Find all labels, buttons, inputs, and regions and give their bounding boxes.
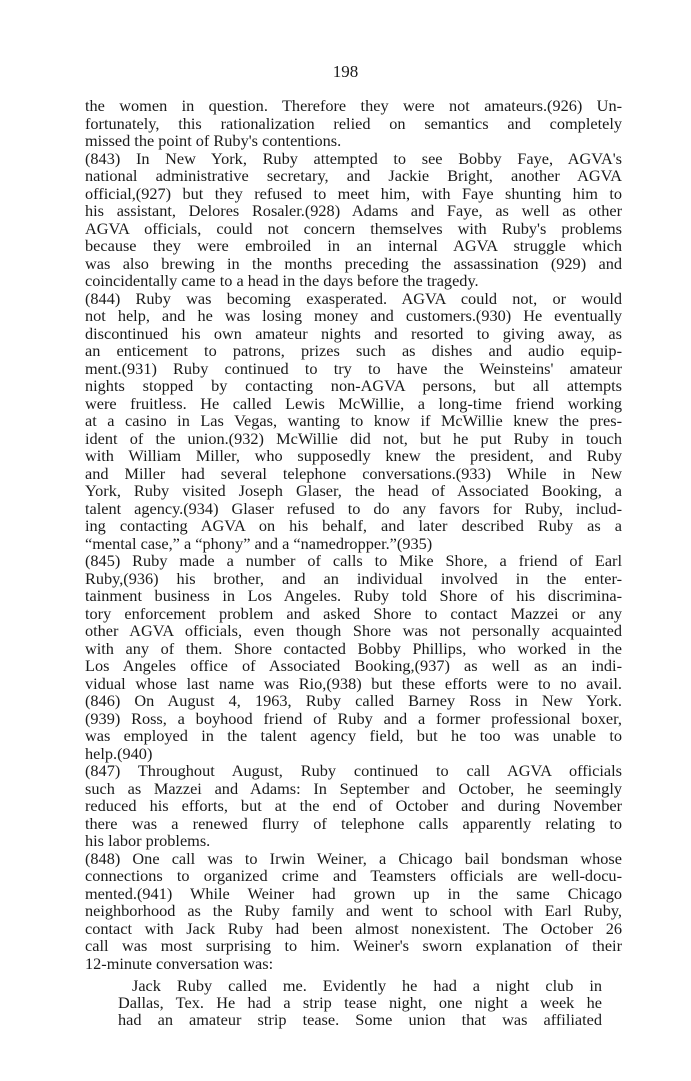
text-line: (844) Ruby was becoming exasperated. AGVA could not, or would — [85, 288, 622, 308]
quote-line: had an amateur strip tease. Some union that was affiliated — [118, 1010, 602, 1029]
text-line: neighborhood as the Ruby family and went to school with Earl Ruby, — [85, 901, 622, 920]
text-line: and Miller had several telephone conversations.(933) While in New — [85, 463, 622, 483]
text-line: fortunately, this rationalization relied on semantics and completely — [85, 113, 622, 133]
text-line: Los Angeles office of Associated Booking,(937) as well as an indi- — [85, 656, 622, 675]
text-line: (843) In New York, Ruby attempted to see Bobby Faye, AGVA's — [85, 148, 622, 168]
text-line: AGVA officials, could not concern themselves with Ruby's problems — [85, 218, 622, 238]
text-line: “mental case,” a “phony” and a “namedropper.”(935) — [85, 533, 433, 553]
text-line: were fruitless. He called Lewis McWillie, a long-time friend working — [85, 393, 622, 413]
text-line: help.(940) — [85, 743, 153, 763]
text-line: call was most surprising to him. Weiner's sworn explanation of their — [85, 936, 622, 955]
text-line: (848) One call was to Irwin Weiner, a Chicago bail bondsman whose — [85, 848, 622, 868]
text-line: ident of the union.(932) McWillie did not, but he put Ruby in touch — [85, 428, 622, 448]
text-line: nights stopped by contacting non-AGVA persons, but all attempts — [85, 376, 622, 395]
text-line: ing contacting AGVA on his behalf, and later described Ruby as a — [85, 516, 622, 535]
text-line: there was a renewed flurry of telephone calls apparently relating to — [85, 813, 622, 833]
text-line: was also brewing in the months preceding the assassination (929) and — [85, 253, 622, 273]
text-line: such as Mazzei and Adams: In September and October, he seemingly — [85, 778, 622, 798]
text-line: his labor problems. — [85, 831, 211, 850]
text-line: with any of them. Shore contacted Bobby Phillips, who worked in the — [85, 638, 622, 658]
text-line: tory enforcement problem and asked Shore to contact Mazzei or any — [85, 603, 622, 623]
text-line: ment.(931) Ruby continued to try to have the Weinsteins' amateur — [85, 358, 622, 378]
quote-line: Jack Ruby called me. Evidently he had a night club in — [132, 976, 602, 995]
text-line: York, Ruby visited Joseph Glaser, the head of Associated Booking, a — [85, 481, 622, 500]
text-line: coincidentally came to a head in the days before the tragedy. — [85, 271, 479, 290]
text-line: because they were embroiled in an internal AGVA struggle which — [85, 236, 622, 255]
text-line: connections to organized crime and Teamsters officials are well-docu- — [85, 866, 622, 885]
page-number: 198 — [332, 62, 359, 81]
quote-line: Dallas, Tex. He had a strip tease night, one night a week he — [118, 993, 602, 1012]
text-line: missed the point of Ruby's contentions. — [85, 131, 342, 150]
text-line: vidual whose last name was Rio,(938) but these efforts were to no avail. — [85, 673, 622, 693]
text-line: an enticement to patrons, prizes such as dishes and audio equip- — [85, 341, 622, 360]
text-line: Ruby,(936) his brother, and an individual involved in the enter- — [85, 568, 622, 588]
text-line: the women in question. Therefore they were not amateurs.(926) Un- — [85, 96, 622, 115]
text-line: (847) Throughout August, Ruby continued to call AGVA officials — [85, 761, 622, 780]
text-line: national administrative secretary, and Jackie Bright, another AGVA — [85, 166, 622, 185]
text-line: mented.(941) While Weiner had grown up in the same Chicago — [85, 883, 622, 903]
text-line: contact with Jack Ruby had been almost nonexistent. The October 26 — [85, 918, 622, 938]
text-line: (846) On August 4, 1963, Ruby called Barney Ross in New York. — [85, 691, 622, 710]
text-line: was employed in the talent agency field, but he too was unable to — [85, 726, 622, 745]
block-quote — [118, 977, 602, 1028]
text-line: his assistant, Delores Rosaler.(928) Adams and Faye, as well as other — [85, 201, 622, 220]
text-line: talent agency.(934) Glaser refused to do any favors for Ruby, includ- — [85, 498, 622, 518]
text-line: (939) Ross, a boyhood friend of Ruby and a former professional boxer, — [85, 708, 622, 728]
body-text — [85, 97, 622, 972]
text-line: tainment business in Los Angeles. Ruby told Shore of his discrimina- — [85, 586, 622, 605]
text-line: official,(927) but they refused to meet him, with Faye shunting him to — [85, 183, 622, 203]
text-line: not help, and he was losing money and customers.(930) He eventually — [85, 306, 622, 325]
text-line: reduced his efforts, but at the end of October and during November — [85, 796, 622, 815]
text-line: discontinued his own amateur nights and resorted to giving away, as — [85, 323, 622, 343]
text-line: at a casino in Las Vegas, wanting to know if McWillie knew the pres- — [85, 411, 622, 430]
text-line: with William Miller, who supposedly knew the president, and Ruby — [85, 446, 622, 465]
text-line: (845) Ruby made a number of calls to Mike Shore, a friend of Earl — [85, 551, 622, 570]
text-line: other AGVA officials, even though Shore was not personally acquainted — [85, 621, 622, 640]
text-line: 12-minute conversation was: — [85, 953, 274, 973]
